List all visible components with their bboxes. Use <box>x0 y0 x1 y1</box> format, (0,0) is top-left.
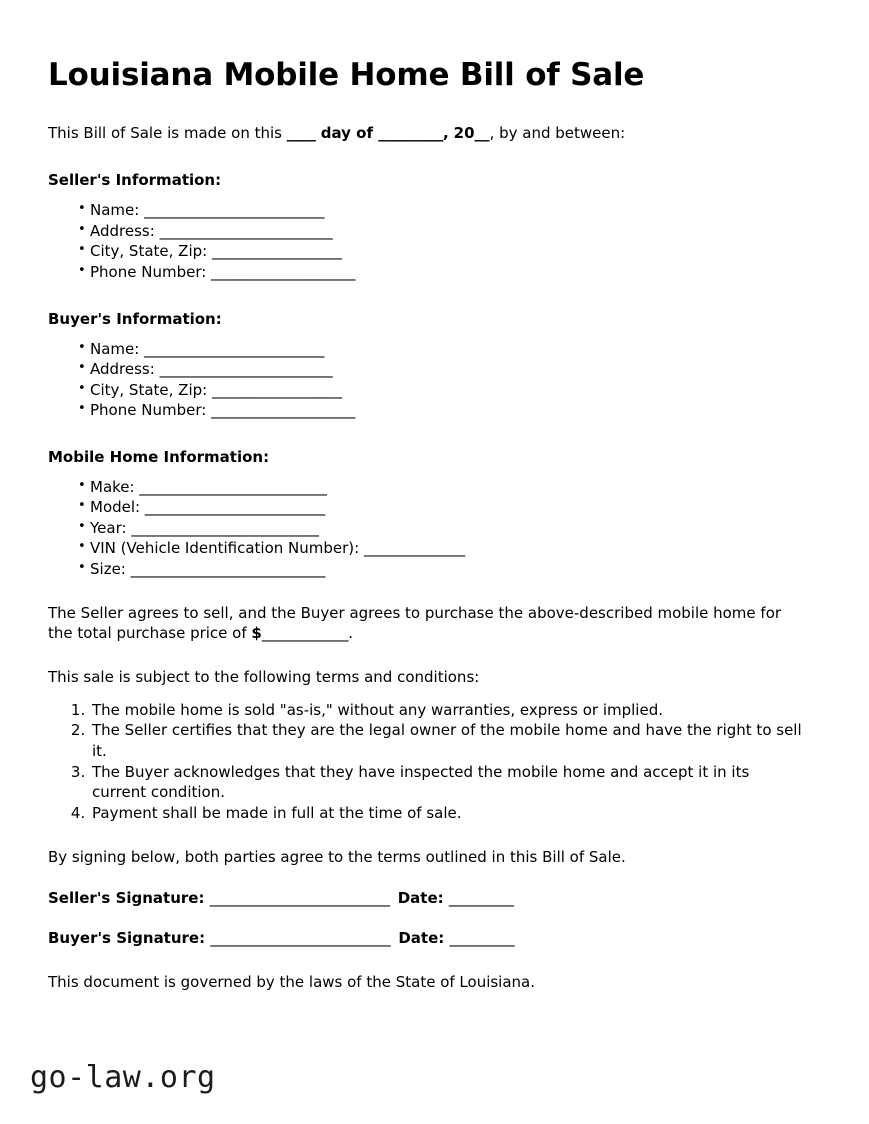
page-title: Louisiana Mobile Home Bill of Sale <box>48 57 645 93</box>
field-blank[interactable]: __________________ <box>211 380 342 399</box>
field-label: Name: <box>90 339 140 358</box>
intro-day-blank: ____ <box>286 123 316 142</box>
field-blank[interactable]: ___________________________ <box>130 559 326 578</box>
terms-intro: This sale is subject to the following terms and conditions: <box>48 667 480 686</box>
currency-symbol: $ <box>251 624 262 643</box>
purchase-price-period: . <box>348 624 354 643</box>
field-label: VIN (Vehicle Identification Number): <box>90 539 360 558</box>
field-label: Address: <box>90 221 155 240</box>
purchase-price-blank[interactable]: ____________ <box>261 624 349 643</box>
buyer-date-blank[interactable]: _________ <box>449 929 515 948</box>
list-item <box>48 400 808 421</box>
intro-month-blank: _________, <box>378 123 449 142</box>
purchase-price-text: The Seller agrees to sell, and the Buyer agrees to purchase the above-described mobile home for the total purchase price of <box>48 603 782 643</box>
list-item: 2. The Seller certifies that they are the legal owner of the mobile home and have the right to sell it. <box>90 720 808 761</box>
signing-statement: By signing below, both parties agree to the terms outlined in this Bill of Sale. <box>48 847 626 866</box>
seller-date-blank[interactable]: _________ <box>448 889 514 908</box>
terms-list <box>48 700 808 824</box>
field-label: Phone Number: <box>90 263 207 282</box>
field-label: City, State, Zip: <box>90 242 208 261</box>
field-blank[interactable]: __________________ <box>211 242 342 261</box>
list-item <box>48 497 808 518</box>
governing-law-statement: This document is governed by the laws of the State of Louisiana. <box>48 973 536 992</box>
list-item <box>48 200 808 221</box>
seller-signature-row <box>48 889 808 907</box>
seller-section-heading: Seller's Information: <box>48 171 222 190</box>
list-item <box>48 262 808 283</box>
intro-year-prefix: 20__ <box>448 123 490 142</box>
list-item <box>48 559 808 580</box>
site-watermark: go-law.org <box>30 1060 216 1095</box>
buyer-field-list <box>48 339 808 421</box>
field-blank[interactable]: _________________________ <box>144 339 325 358</box>
list-item <box>48 221 808 242</box>
field-blank[interactable]: ____________________ <box>211 263 356 282</box>
mobile-home-section-heading: Mobile Home Information: <box>48 447 270 466</box>
seller-date-label: Date: <box>397 889 444 908</box>
buyer-signature-blank[interactable]: _________________________ <box>210 929 391 948</box>
list-item <box>48 477 808 498</box>
list-item <box>48 339 808 360</box>
list-item: 3. The Buyer acknowledges that they have inspected the mobile home and accept it in its current condition. <box>90 762 808 803</box>
field-label: Phone Number: <box>90 401 207 420</box>
field-blank[interactable]: ________________________ <box>159 360 333 379</box>
field-label: Address: <box>90 360 155 379</box>
list-item: 1. The mobile home is sold "as-is," without any warranties, express or implied. <box>90 700 808 721</box>
list-item: 4. Payment shall be made in full at the time of sale. <box>90 803 808 824</box>
list-item <box>48 518 808 539</box>
list-item <box>48 241 808 262</box>
list-item <box>48 380 808 401</box>
mobile-home-field-list <box>48 477 808 580</box>
list-item <box>48 538 808 559</box>
buyer-section-heading: Buyer's Information: <box>48 309 222 328</box>
field-label: Model: <box>90 498 141 517</box>
field-blank[interactable]: ____________________ <box>211 401 356 420</box>
intro-text-after: , by and between: <box>489 123 626 142</box>
field-label: Make: <box>90 477 135 496</box>
buyer-signature-label: Buyer's Signature: <box>48 929 206 948</box>
field-blank[interactable]: ______________ <box>364 539 465 558</box>
seller-field-list <box>48 200 808 282</box>
field-label: City, State, Zip: <box>90 380 208 399</box>
intro-day-of-label: day of <box>315 123 379 142</box>
field-blank[interactable]: __________________________ <box>139 477 327 496</box>
field-blank[interactable]: ________________________ <box>159 221 333 240</box>
field-label: Size: <box>90 559 126 578</box>
document-content <box>48 0 808 1008</box>
field-blank[interactable]: _________________________ <box>144 201 325 220</box>
field-label: Year: <box>90 518 127 537</box>
field-label: Name: <box>90 201 140 220</box>
field-blank[interactable]: __________________________ <box>131 518 319 537</box>
seller-signature-label: Seller's Signature: <box>48 889 205 908</box>
intro-sentence <box>48 123 808 145</box>
buyer-date-label: Date: <box>398 929 445 948</box>
seller-signature-blank[interactable]: _________________________ <box>209 889 390 908</box>
intro-text-before: This Bill of Sale is made on this <box>48 123 287 142</box>
purchase-price-paragraph <box>48 603 808 644</box>
list-item <box>48 359 808 380</box>
field-blank[interactable]: _________________________ <box>144 498 325 517</box>
buyer-signature-row <box>48 929 808 947</box>
